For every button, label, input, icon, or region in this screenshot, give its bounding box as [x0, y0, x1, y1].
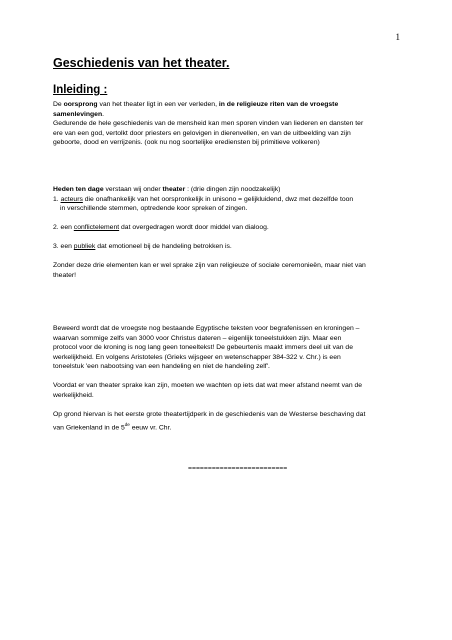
- history-paragraph-3: Op grond hiervan is het eerste grote theatertijdperk in de geschiedenis van de Westerse beschaving dat van Griekenland in de 5de eeuw vr. Chr.: [53, 411, 366, 431]
- page-number: 1: [395, 32, 400, 42]
- definition-paragraph: Heden ten dage verstaan wij onder theater : (drie dingen zijn noodzakelijk) 1. acteurs die onafhankelijk van het oorspronkelijk in unisono = gelijkluidend, dwz met dezelfde toon in verschillende stemmen, optredende koor spreken of zingen. 2. een conflictelement dat overgedragen wordt door middel van dialoog. 3. een publiek dat emotioneel bij de handeling betrokken is. Zonder deze drie elementen kan er wel sprake zijn van religieuze of sociale ceremonieën, maar niet van theater!: [53, 185, 403, 280]
- list-item-3: 3. een publiek dat emotioneel bij de handeling betrokken is.: [53, 243, 232, 250]
- section-heading: Inleiding :: [53, 84, 108, 96]
- history-paragraph-1: Beweerd wordt dat de vroegste nog bestaande Egyptische teksten voor begrafenissen en kroningen – waarvan sommige zelfs van 3000 voor Christus dateren – eigenlijk toneelstukken zijn. Maar een protocol voor de kroning is nog lang geen toneeltekst! De gebeurtenis maakt immers deel uit van de werkelijkheid. En volgens Aristoteles (Grieks wijsgeer en wetenschapper 384-322 v. Chr.) is een toneelstuk 'een nabootsing van een handeling en niet de handeling zelf'.: [53, 325, 360, 370]
- separator-line: =========================: [188, 465, 288, 472]
- list-item-2: 2. een conflictelement dat overgedragen wordt door middel van dialoog.: [53, 224, 269, 231]
- history-paragraph-2: Voordat er van theater sprake kan zijn, moeten we wachten op iets dat wat meer afstand neemt van de werkelijkheid.: [53, 382, 363, 399]
- list-item-1: 1. acteurs die onafhankelijk van het oorspronkelijk in unisono = gelijkluidend, dwz met dezelfde toon: [53, 195, 354, 203]
- document-title: Geschiedenis van het theater.: [53, 56, 230, 70]
- intro-paragraph: De oorsprong van het theater ligt in een ver verleden, in de religieuze riten van de vroegste samenlevingen. Gedurende de hele geschiedenis van de mensheid kan men sporen vinden van liederen en dansten ter ere van een god, vertolkt door priesters en gelovigen in dierenvellen, en van de uitbeelding van zijn geboorte, dood en verrijzenis. (ook nu nog soortelijke erediensten bij primitieve volkeren): [53, 101, 364, 146]
